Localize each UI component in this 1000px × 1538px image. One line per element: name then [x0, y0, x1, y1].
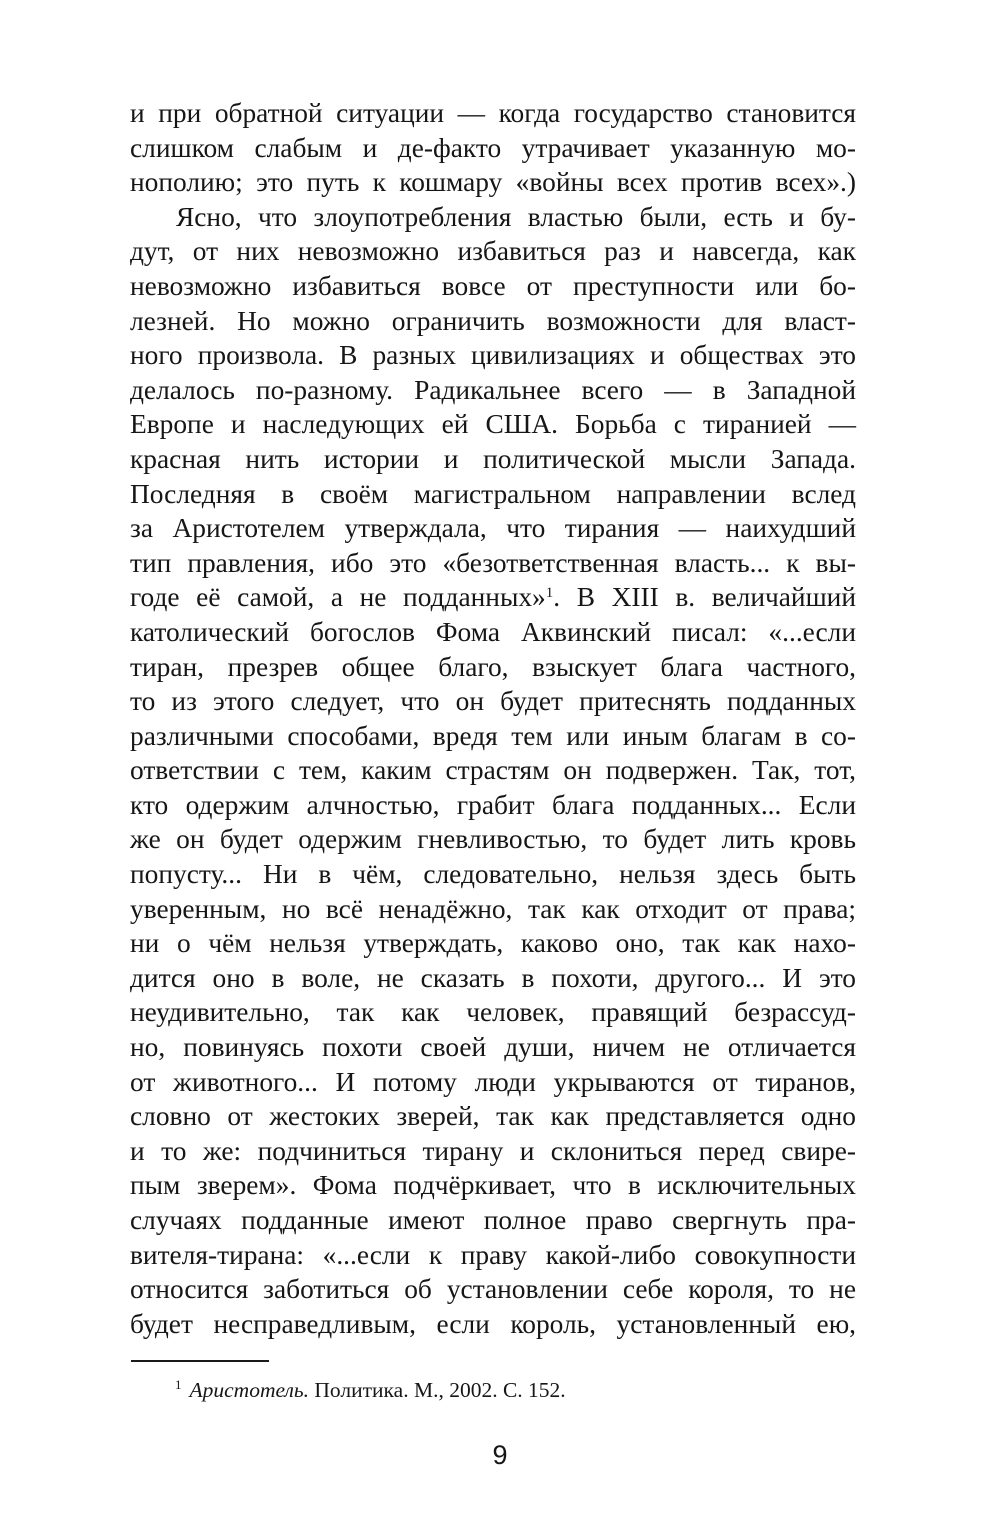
text-line: Последняя в своём магистральном направлении вслед	[130, 478, 856, 509]
text-line: католический богослов Фома Аквинский писал: «...если	[130, 616, 856, 647]
body-text	[130, 96, 856, 1341]
text-line: относится заботиться об установлении себе короля, то не	[130, 1274, 856, 1305]
text-line: неудивительно, так как человек, правящий безрассуд-	[130, 997, 856, 1028]
text-line: кто одержим алчностью, грабит блага подданных... Если	[130, 789, 856, 820]
footnote-reference[interactable]: 1	[545, 585, 554, 602]
text-line: невозможно избавиться вовсе от преступности или бо-	[130, 270, 856, 301]
text-segment: годе её самой, а не подданных»	[130, 582, 546, 613]
footnote	[175, 1378, 566, 1403]
text-line: слишком слабым и де-факто утрачивает указанную мо-	[130, 132, 856, 163]
text-line: дут, от них невозможно избавиться раз и навсегда, как	[130, 236, 856, 267]
text-line: словно от жестоких зверей, так как представляется одно	[130, 1101, 856, 1132]
text-line: делалось по-разному. Радикальнее всего — в Западной	[130, 374, 856, 405]
text-line: тип правления, ибо это «безответственная власть... к вы-	[130, 547, 856, 578]
text-line: за Аристотелем утверждала, что тирания — наихудший	[130, 513, 856, 544]
text-line: и то же: подчиниться тирану и склониться перед свире-	[130, 1135, 856, 1166]
paragraph-first-line: Ясно, что злоупотребления властью были, есть и бу-	[176, 201, 856, 232]
text-line-with-footnote-ref	[130, 580, 856, 615]
text-line: будет несправедливым, если король, установленный ею,	[130, 1308, 856, 1339]
text-line: вителя-тирана: «...если к праву какой-либо совокупности	[130, 1239, 856, 1270]
text-line: от животного... И потому люди укрываются от тиранов,	[130, 1066, 856, 1097]
footnote-author: Аристотель.	[189, 1378, 310, 1402]
text-line: но, повинуясь похоти своей души, ничем не отличается	[130, 1032, 856, 1063]
text-line: и при обратной ситуации — когда государство становится	[130, 98, 856, 128]
text-line: различными способами, вредя тем или иным благам в со-	[130, 720, 856, 751]
text-line: нополию; это путь к кошмару «войны всех против всех».)	[130, 167, 856, 198]
text-line: ного произвола. В разных цивилизациях и обществах это	[130, 340, 856, 371]
text-line: же он будет одержим гневливостью, то будет лить кровь	[130, 824, 856, 855]
page-number: 9	[492, 1440, 508, 1470]
text-segment: . В XIII в. величайший	[553, 582, 856, 613]
text-line: пым зверем». Фома подчёркивает, что в исключительных	[130, 1170, 856, 1201]
text-line: попусту... Ни в чём, следовательно, нельзя здесь быть	[130, 859, 856, 890]
text-line: Европе и наследующих ей США. Борьба с тиранией —	[130, 409, 856, 440]
footnote-separator	[131, 1360, 269, 1362]
text-line: случаях подданные имеют полное право свергнуть пра-	[130, 1205, 856, 1235]
footnote-citation: Политика. М., 2002. С. 152.	[309, 1378, 566, 1402]
text-line: тиран, презрев общее благо, взыскует блага частного,	[130, 651, 856, 682]
text-line: ответствии с тем, каким страстям он подвержен. Так, тот,	[130, 755, 856, 786]
text-line: красная нить истории и политической мысли Запада.	[130, 443, 856, 474]
footnote-number: 1	[175, 1377, 182, 1392]
text-line: ни о чём нельзя утверждать, каково оно, так как нахо-	[130, 928, 856, 959]
text-line: то из этого следует, что он будет притеснять подданных	[130, 686, 856, 717]
text-line: дится оно в воле, не сказать в похоти, другого... И это	[130, 962, 856, 993]
text-line: уверенным, но всё ненадёжно, так как отходит от права;	[130, 893, 856, 924]
text-line: лезней. Но можно ограничить возможности для власт-	[130, 305, 856, 336]
